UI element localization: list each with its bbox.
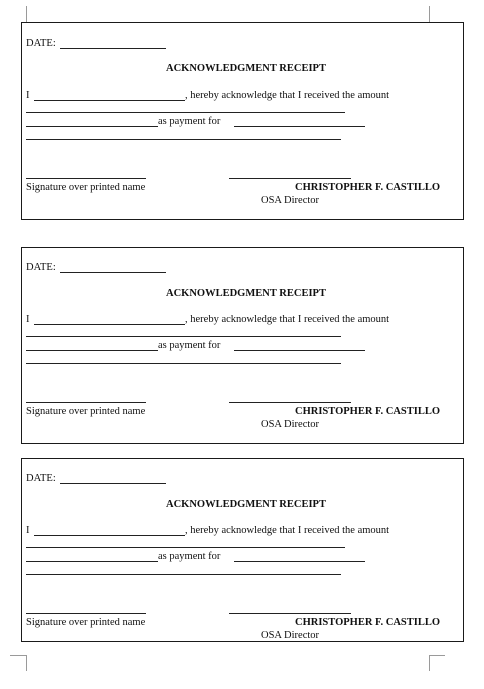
amount-blank[interactable] (26, 112, 345, 113)
officer-name: CHRISTOPHER F. CASTILLO (295, 182, 441, 193)
officer-name: CHRISTOPHER F. CASTILLO (295, 406, 441, 417)
date-label: DATE: (26, 262, 56, 273)
payment-purpose-continued-blank[interactable] (26, 574, 341, 575)
amount-continued-blank[interactable] (26, 126, 158, 127)
recipient-prefix: I (26, 525, 30, 536)
director-signature-blank[interactable] (229, 178, 351, 179)
acknowledge-text: , hereby acknowledge that I received the amount (185, 314, 390, 325)
acknowledgment-receipt-3 (21, 458, 464, 642)
acknowledgment-receipt-2 (21, 247, 464, 444)
signature-label: Signature over printed name (26, 617, 146, 628)
payment-for-label: as payment for (158, 551, 221, 562)
officer-name: CHRISTOPHER F. CASTILLO (295, 617, 441, 628)
corner-mark-bottom-right-v (429, 655, 430, 671)
receipt-title: ACKNOWLEDGMENT RECEIPT (166, 499, 326, 510)
recipient-name-blank[interactable] (34, 324, 185, 325)
date-blank[interactable] (60, 48, 166, 49)
date-blank[interactable] (60, 483, 166, 484)
date-label: DATE: (26, 473, 56, 484)
officer-title: OSA Director (261, 630, 320, 641)
corner-mark-top-left (26, 6, 27, 22)
amount-blank[interactable] (26, 547, 345, 548)
payment-purpose-blank[interactable] (234, 126, 365, 127)
payment-for-label: as payment for (158, 116, 221, 127)
signature-label: Signature over printed name (26, 406, 146, 417)
date-label: DATE: (26, 38, 56, 49)
recipient-name-blank[interactable] (34, 100, 185, 101)
payment-purpose-blank[interactable] (234, 350, 365, 351)
amount-blank[interactable] (26, 336, 341, 337)
recipient-prefix: I (26, 90, 30, 101)
acknowledge-text: , hereby acknowledge that I received the amount (185, 525, 390, 536)
payment-for-label: as payment for (158, 340, 221, 351)
acknowledgment-receipt-1 (21, 22, 464, 220)
payment-purpose-continued-blank[interactable] (26, 139, 341, 140)
director-signature-blank[interactable] (229, 613, 351, 614)
corner-mark-top-right (429, 6, 430, 22)
corner-mark-bottom-left-h (10, 655, 26, 656)
date-blank[interactable] (60, 272, 166, 273)
recipient-prefix: I (26, 314, 30, 325)
signature-blank[interactable] (26, 613, 146, 614)
officer-title: OSA Director (261, 195, 320, 206)
officer-title: OSA Director (261, 419, 320, 430)
amount-continued-blank[interactable] (26, 350, 158, 351)
payment-purpose-blank[interactable] (234, 561, 365, 562)
signature-label: Signature over printed name (26, 182, 146, 193)
corner-mark-bottom-left-v (26, 655, 27, 671)
receipt-title: ACKNOWLEDGMENT RECEIPT (166, 288, 326, 299)
acknowledge-text: , hereby acknowledge that I received the amount (185, 90, 390, 101)
amount-continued-blank[interactable] (26, 561, 158, 562)
director-signature-blank[interactable] (229, 402, 351, 403)
recipient-name-blank[interactable] (34, 535, 185, 536)
signature-blank[interactable] (26, 402, 146, 403)
receipt-title: ACKNOWLEDGMENT RECEIPT (166, 63, 326, 74)
corner-mark-bottom-right-h (429, 655, 445, 656)
signature-blank[interactable] (26, 178, 146, 179)
payment-purpose-continued-blank[interactable] (26, 363, 341, 364)
